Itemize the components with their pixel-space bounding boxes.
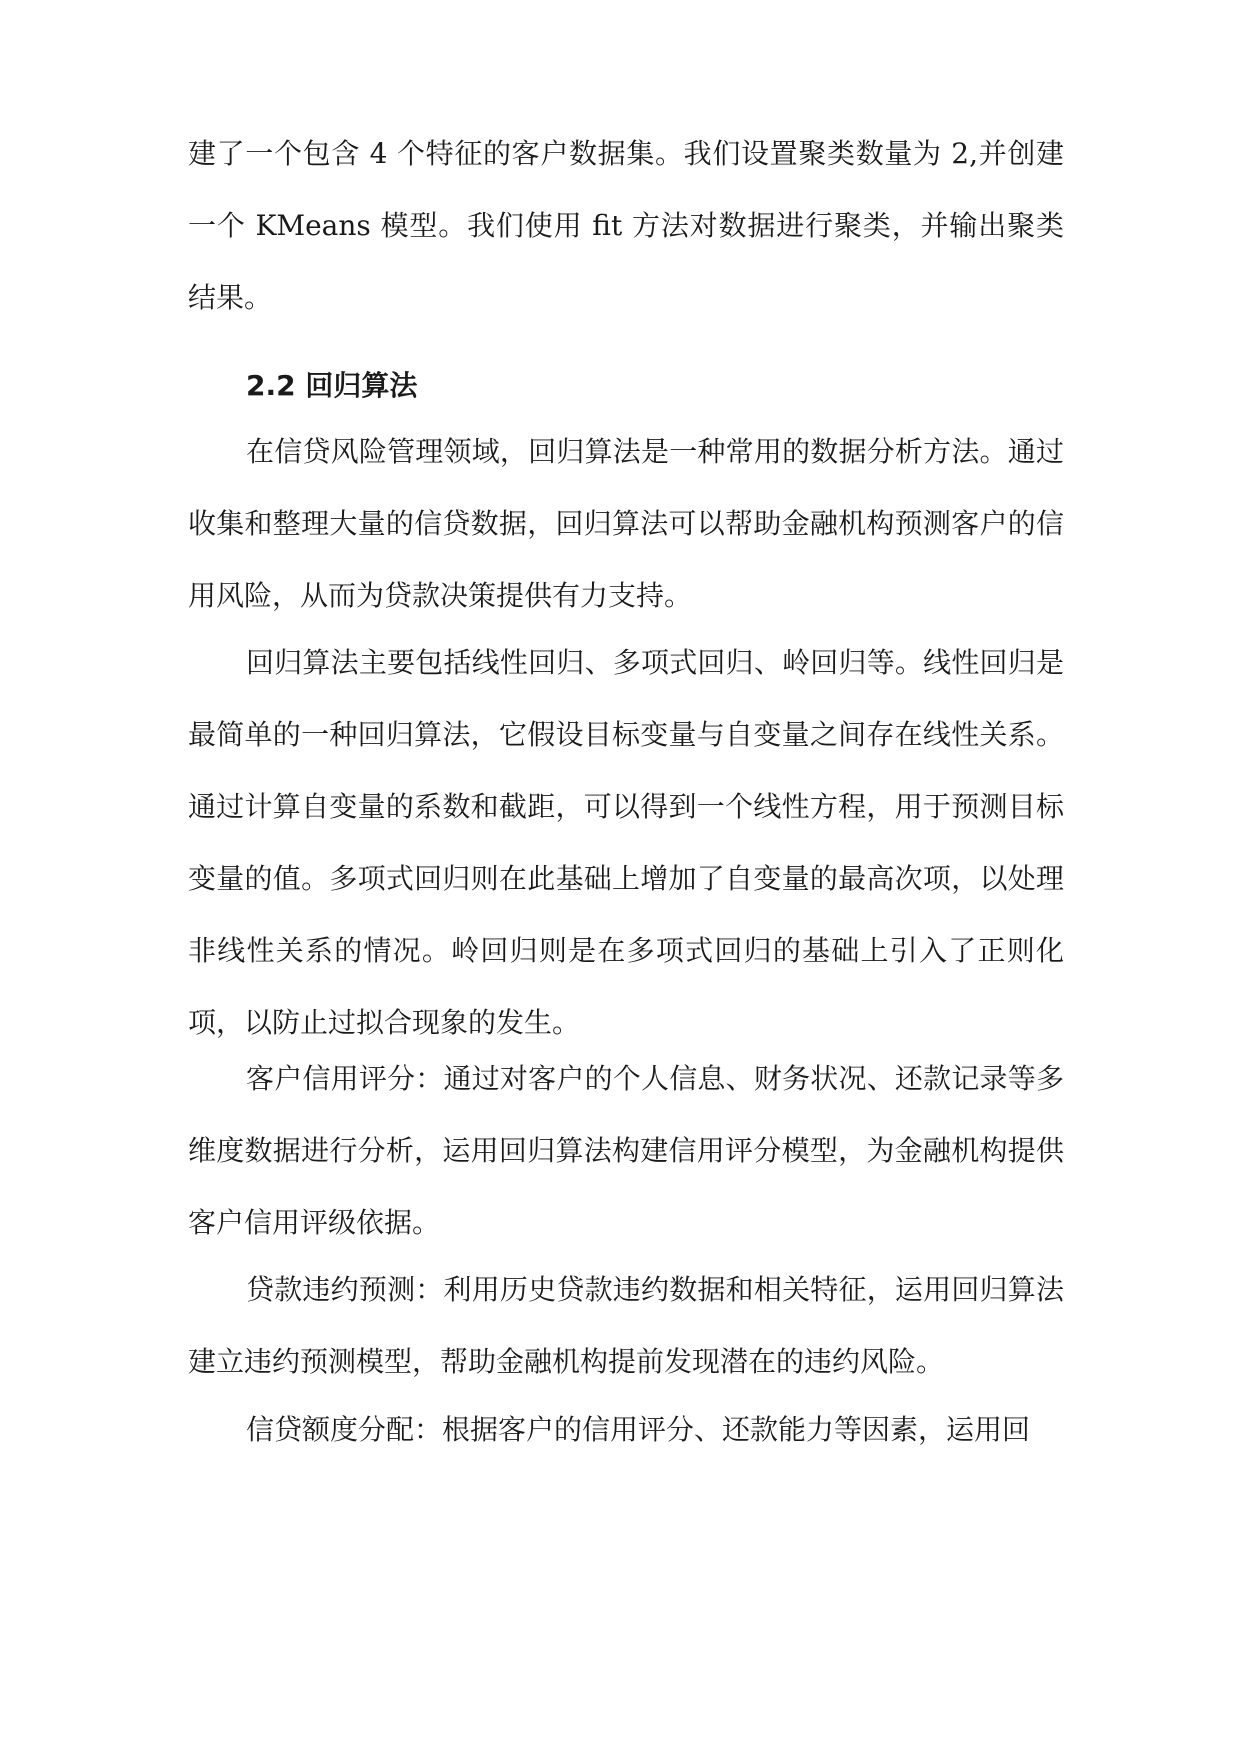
section-heading: 2.2 回归算法: [246, 369, 418, 402]
paragraph-credit-scoring: 客户信用评分：通过对客户的个人信息、财务状况、还款记录等多维度数据进行分析，运用回归算法构建信用评分模型，为金融机构提供客户信用评级依据。: [188, 1062, 1064, 1239]
paragraph-regression-intro: 在信贷风险管理领域，回归算法是一种常用的数据分析方法。通过收集和整理大量的信贷数据，回归算法可以帮助金融机构预测客户的信用风险，从而为贷款决策提供有力支持。: [188, 435, 1064, 612]
paragraph-regression-types: 回归算法主要包括线性回归、多项式回归、岭回归等。线性回归是最简单的一种回归算法，它假设目标变量与自变量之间存在线性关系。通过计算自变量的系数和截距，可以得到一个线性方程，用于预测目标变量的值。多项式回归则在此基础上增加了自变量的最高次项，以处理非线性关系的情况。岭回归则是在多项式回归的基础上引入了正则化项，以防止过拟合现象的发生。: [188, 646, 1064, 1039]
paragraph-credit-limit: 信贷额度分配：根据客户的信用评分、还款能力等因素，运用回: [246, 1413, 1031, 1446]
paragraph-default-prediction: 贷款违约预测：利用历史贷款违约数据和相关特征，运用回归算法建立违约预测模型，帮助金融机构提前发现潜在的违约风险。: [188, 1273, 1064, 1378]
paragraph-kmeans-summary: 建了一个包含 4 个特征的客户数据集。我们设置聚类数量为 2,并创建一个 KMeans 模型。我们使用 fit 方法对数据进行聚类，并输出聚类结果。: [188, 137, 1064, 314]
